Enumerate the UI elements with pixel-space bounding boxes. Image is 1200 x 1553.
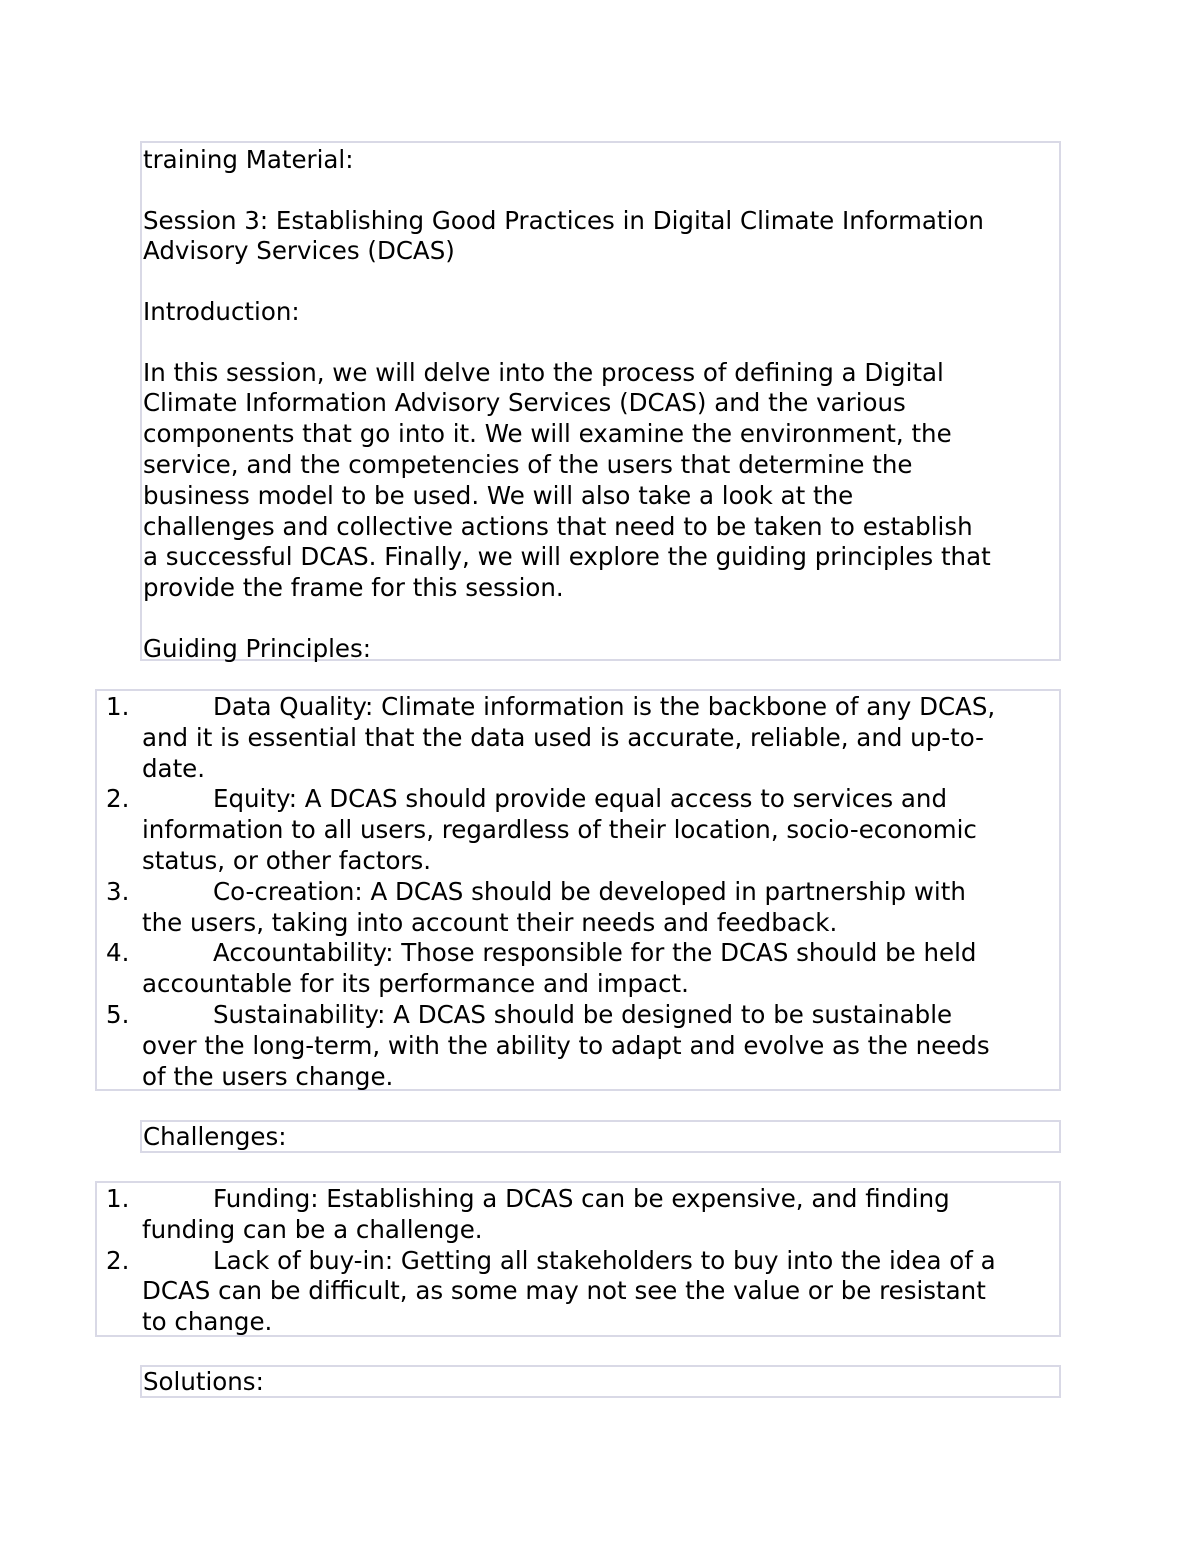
challenges-heading: Challenges:: [143, 1122, 287, 1151]
list-number: 1.: [106, 692, 130, 721]
introduction-line: provide the frame for this session.: [143, 573, 564, 603]
list-item: [97, 692, 1059, 784]
guiding-principles-heading: Guiding Principles:: [143, 633, 372, 663]
introduction-line: service, and the competencies of the users that determine the: [143, 449, 913, 479]
list-item-line: funding can be a challenge.: [142, 1214, 483, 1244]
list-number: 4.: [106, 938, 130, 968]
list-item-text: Sustainability: A DCAS should be designed to be sustainable: [213, 999, 953, 1029]
challenges-list-box: [95, 1181, 1061, 1337]
list-item-line: information to all users, regardless of their location, socio-economic: [142, 815, 977, 845]
list-item-line: to change.: [142, 1307, 273, 1337]
list-item-line: [142, 1184, 1059, 1215]
challenges-heading-box: [140, 1120, 1061, 1153]
list-number: 3.: [106, 876, 130, 906]
list-item-line: over the long-term, with the ability to adapt and evolve as the needs: [142, 1030, 990, 1060]
list-item-line: [142, 1246, 1059, 1277]
list-number: 2.: [106, 1245, 130, 1275]
guiding-principles-list-box: [95, 689, 1061, 1091]
list-item-line: status, or other factors.: [142, 845, 432, 875]
introduction-line: challenges and collective actions that need to be taken to establish: [143, 511, 973, 541]
list-item-text: Equity: A DCAS should provide equal access to services and: [213, 784, 947, 814]
list-item: [97, 877, 1059, 939]
introduction-paragraph: [143, 358, 1059, 604]
header-label: training Material:: [143, 145, 354, 174]
list-item-line: [142, 877, 1059, 908]
list-number: 2.: [106, 784, 130, 814]
introduction-line: In this session, we will delve into the process of defining a Digital: [143, 357, 944, 387]
list-item-line: [142, 938, 1059, 969]
list-item: [97, 784, 1059, 876]
intro-text-box: [140, 141, 1061, 661]
solutions-heading-box: [140, 1365, 1061, 1398]
list-item-line: [142, 692, 1059, 723]
list-item: [97, 1184, 1059, 1246]
introduction-line: business model to be used. We will also take a look at the: [143, 480, 854, 510]
list-item: [97, 938, 1059, 1000]
list-item-text: Funding: Establishing a DCAS can be expensive, and finding: [213, 1184, 950, 1213]
list-item-line: [142, 1000, 1059, 1031]
session-title-line-2: Advisory Services (DCAS): [143, 236, 455, 266]
list-item-line: the users, taking into account their needs and feedback.: [142, 907, 838, 937]
list-item-text: Accountability: Those responsible for the DCAS should be held: [213, 938, 977, 968]
list-item-text: Data Quality: Climate information is the backbone of any DCAS,: [213, 692, 996, 721]
list-item-line: accountable for its performance and impact.: [142, 969, 689, 999]
challenges-list: [97, 1184, 1059, 1338]
list-item-line: of the users change.: [142, 1061, 394, 1091]
list-item-line: and it is essential that the data used is accurate, reliable, and up-to-: [142, 722, 984, 752]
list-item-line: date.: [142, 753, 206, 783]
list-item-text: Co-creation: A DCAS should be developed in partnership with: [213, 876, 966, 906]
introduction-line: Climate Information Advisory Services (DCAS) and the various: [143, 388, 906, 418]
introduction-heading: Introduction:: [143, 296, 300, 326]
list-number: 1.: [106, 1184, 130, 1213]
list-item-line: DCAS can be difficult, as some may not see the value or be resistant: [142, 1276, 986, 1306]
list-item: [97, 1000, 1059, 1092]
solutions-heading: Solutions:: [143, 1367, 264, 1396]
guiding-principles-list: [97, 692, 1059, 1092]
list-item: [97, 1246, 1059, 1338]
list-item-line: [142, 784, 1059, 815]
list-number: 5.: [106, 999, 130, 1029]
introduction-line: a successful DCAS. Finally, we will explore the guiding principles that: [143, 542, 991, 572]
introduction-line: components that go into it. We will examine the environment, the: [143, 419, 952, 449]
session-title-line-1: Session 3: Establishing Good Practices in Digital Climate Information: [143, 205, 984, 235]
list-item-text: Lack of buy-in: Getting all stakeholders to buy into the idea of a: [213, 1245, 996, 1275]
